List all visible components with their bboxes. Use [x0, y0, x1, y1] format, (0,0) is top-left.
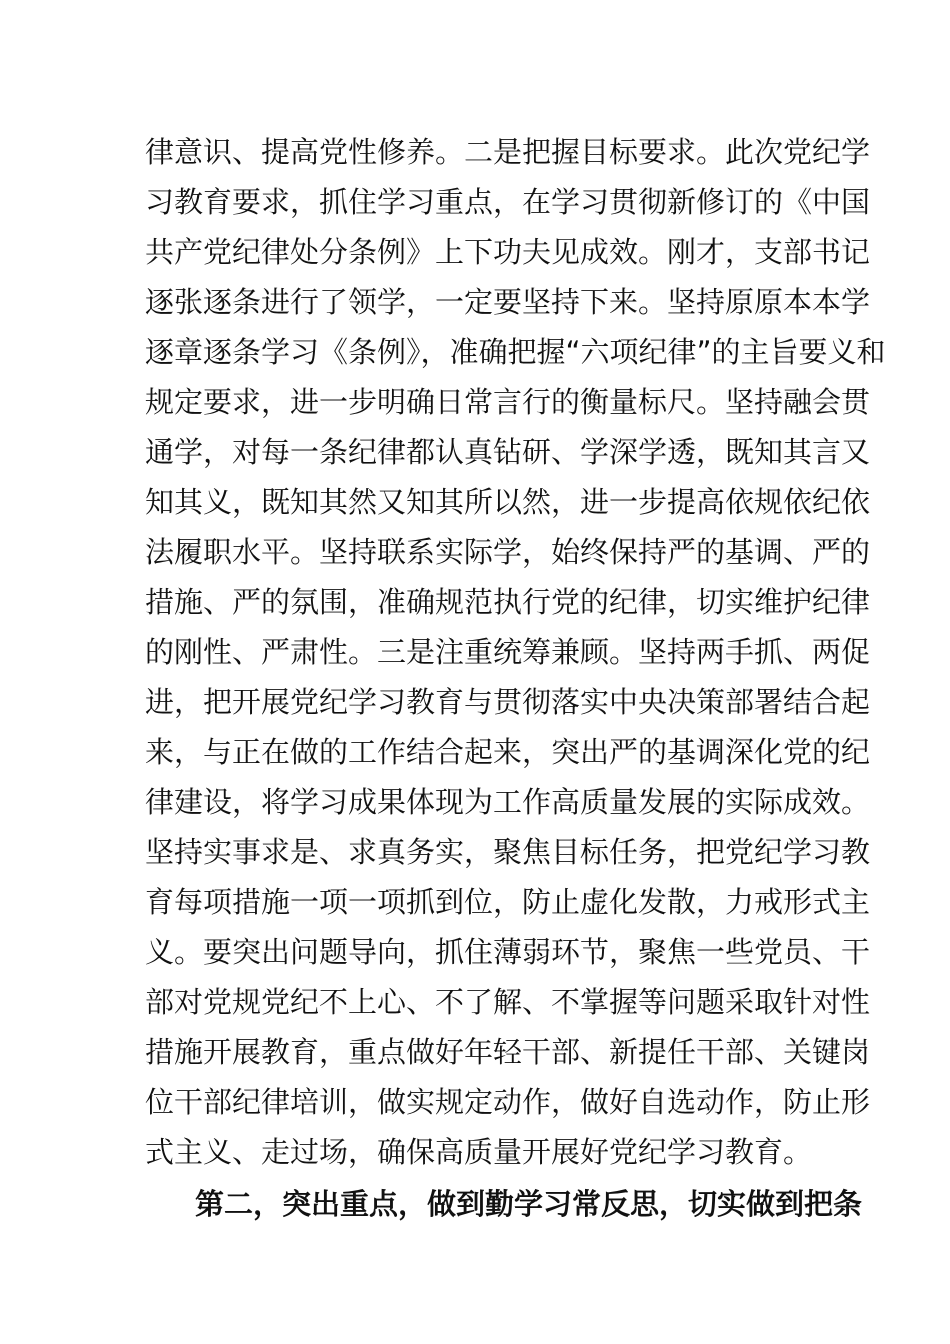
- paragraph-line: 进，把开展党纪学习教育与贯彻落实中央决策部署结合起: [145, 685, 871, 719]
- paragraph-line: 部对党规党纪不上心、不了解、不掌握等问题采取针对性: [145, 985, 871, 1019]
- body-text: [145, 127, 886, 1229]
- paragraph-line: 逐张逐条进行了领学，一定要坚持下来。坚持原原本本学: [145, 285, 871, 319]
- paragraph-line: 来，与正在做的工作结合起来，突出严的基调深化党的纪: [145, 735, 871, 769]
- paragraph-line: 坚持实事求是、求真务实，聚焦目标任务，把党纪学习教: [145, 835, 871, 869]
- paragraph-line: 规定要求，进一步明确日常言行的衡量标尺。坚持融会贯: [145, 385, 871, 419]
- paragraph-line: 育每项措施一项一项抓到位，防止虚化发散，力戒形式主: [145, 885, 871, 919]
- paragraph-line: 位干部纪律培训，做实规定动作，做好自选动作，防止形: [145, 1085, 871, 1119]
- paragraph-line: 措施、严的氛围，准确规范执行党的纪律，切实维护纪律: [145, 585, 871, 619]
- paragraph-line: 知其义，既知其然又知其所以然，进一步提高依规依纪依: [145, 485, 871, 519]
- paragraph-line: 逐章逐条学习《条例》，准确把握“六项纪律”的主旨要义和: [145, 335, 886, 369]
- paragraph-line: 律建设，将学习成果体现为工作高质量发展的实际成效。: [145, 785, 871, 819]
- paragraph-line: 义。要突出问题导向，抓住薄弱环节，聚焦一些党员、干: [145, 935, 871, 969]
- paragraph-line: 法履职水平。坚持联系实际学，始终保持严的基调、严的: [145, 535, 871, 569]
- paragraph-line: 律意识、提高党性修养。二是把握目标要求。此次党纪学: [145, 135, 871, 169]
- paragraph-line: 措施开展教育，重点做好年轻干部、新提任干部、关键岗: [145, 1035, 871, 1069]
- paragraph-line: 习教育要求，抓住学习重点，在学习贯彻新修订的《中国: [145, 185, 871, 219]
- paragraph-line: 的刚性、严肃性。三是注重统筹兼顾。坚持两手抓、两促: [145, 635, 871, 669]
- paragraph-line: 共产党纪律处分条例》上下功夫见成效。刚才，支部书记: [145, 235, 871, 269]
- paragraph-line: 式主义、走过场，确保高质量开展好党纪学习教育。: [145, 1135, 813, 1169]
- paragraph-line: 通学，对每一条纪律都认真钻研、学深学透，既知其言又: [145, 435, 871, 469]
- section-heading-line: 第二，突出重点，做到勤学习常反思，切实做到把条: [195, 1187, 863, 1221]
